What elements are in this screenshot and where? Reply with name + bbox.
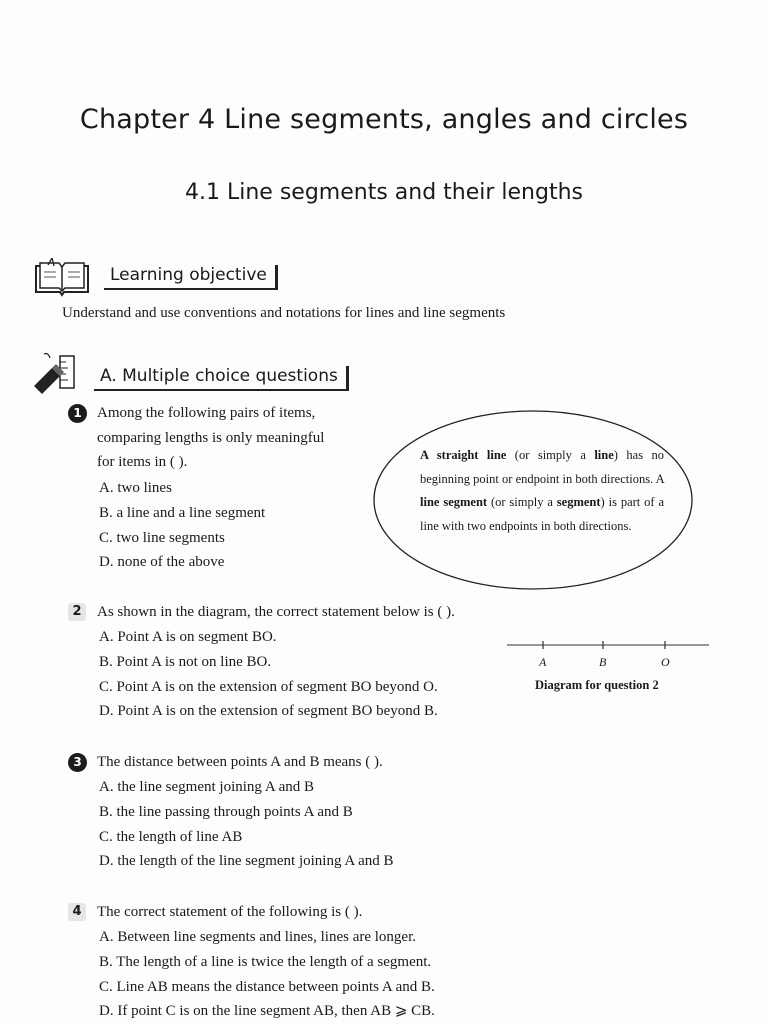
- question-4-options: [99, 925, 435, 1024]
- question-1-number: 1: [68, 404, 87, 423]
- option-d[interactable]: D. Point A is on the extension of segment BO beyond B.: [99, 703, 438, 720]
- option-a[interactable]: A. two lines: [99, 480, 172, 496]
- option-d[interactable]: D. the length of the line segment joining A and B: [99, 853, 394, 870]
- question-1-line: for items in ( ).: [97, 454, 188, 470]
- question-4-number: 4: [68, 903, 86, 921]
- option-a[interactable]: A. the line segment joining A and B: [99, 779, 314, 795]
- section-a-heading: A. Multiple choice questions: [94, 366, 349, 391]
- section-title: 4.1 Line segments and their lengths: [185, 180, 583, 205]
- question-1-line: comparing lengths is only meaningful: [97, 429, 325, 446]
- note-text: A straight line (or simply a line) has no beginning point or endpoint in both directions. A line segment (or simply a segment) is part of a line with two endpoints in both directions.: [420, 448, 665, 533]
- question-1-line: Among the following pairs of items,: [97, 405, 316, 421]
- option-b[interactable]: B. The length of a line is twice the length of a segment.: [99, 953, 432, 970]
- option-d[interactable]: D. none of the above: [99, 554, 225, 571]
- point-o-label: O: [661, 655, 670, 669]
- option-c[interactable]: C. Line AB means the distance between points A and B.: [99, 978, 435, 995]
- question-1-options: [99, 476, 265, 575]
- question-2-options: [99, 625, 438, 724]
- point-b-label: B: [599, 655, 607, 669]
- option-a[interactable]: A. Between line segments and lines, lines are longer.: [99, 929, 417, 945]
- learning-objective-text: Understand and use conventions and notations for lines and line segments: [62, 305, 506, 321]
- question-1-text: [97, 401, 324, 475]
- option-b[interactable]: B. the line passing through points A and B: [99, 803, 353, 820]
- diagram-caption: Diagram for question 2: [535, 678, 659, 692]
- question-2-text: As shown in the diagram, the correct statement below is ( ).: [97, 604, 455, 620]
- question-3-text: The distance between points A and B means ( ).: [97, 754, 383, 770]
- number-line-diagram: [505, 636, 711, 656]
- chapter-title: Chapter 4 Line segments, angles and circles: [79, 104, 689, 135]
- open-book-icon: [32, 258, 92, 298]
- question-4-text: The correct statement of the following is ( ).: [97, 904, 363, 920]
- question-3-number: 3: [68, 753, 87, 772]
- option-b[interactable]: B. a line and a line segment: [99, 504, 266, 521]
- option-a[interactable]: A. Point A is on segment BO.: [99, 629, 277, 645]
- option-c[interactable]: C. Point A is on the extension of segment BO beyond O.: [99, 678, 438, 695]
- option-d[interactable]: D. If point C is on the line segment AB, then AB ⩾ CB.: [99, 1003, 435, 1020]
- option-b[interactable]: B. Point A is not on line BO.: [99, 653, 272, 670]
- option-c[interactable]: C. two line segments: [99, 529, 225, 546]
- point-a-label: A: [539, 655, 547, 669]
- option-c[interactable]: C. the length of line AB: [99, 828, 243, 845]
- question-3-options: [99, 775, 394, 874]
- question-2-number: 2: [68, 603, 86, 621]
- pencil-ruler-icon: [30, 352, 82, 394]
- learning-objective-heading: Learning objective: [104, 265, 278, 290]
